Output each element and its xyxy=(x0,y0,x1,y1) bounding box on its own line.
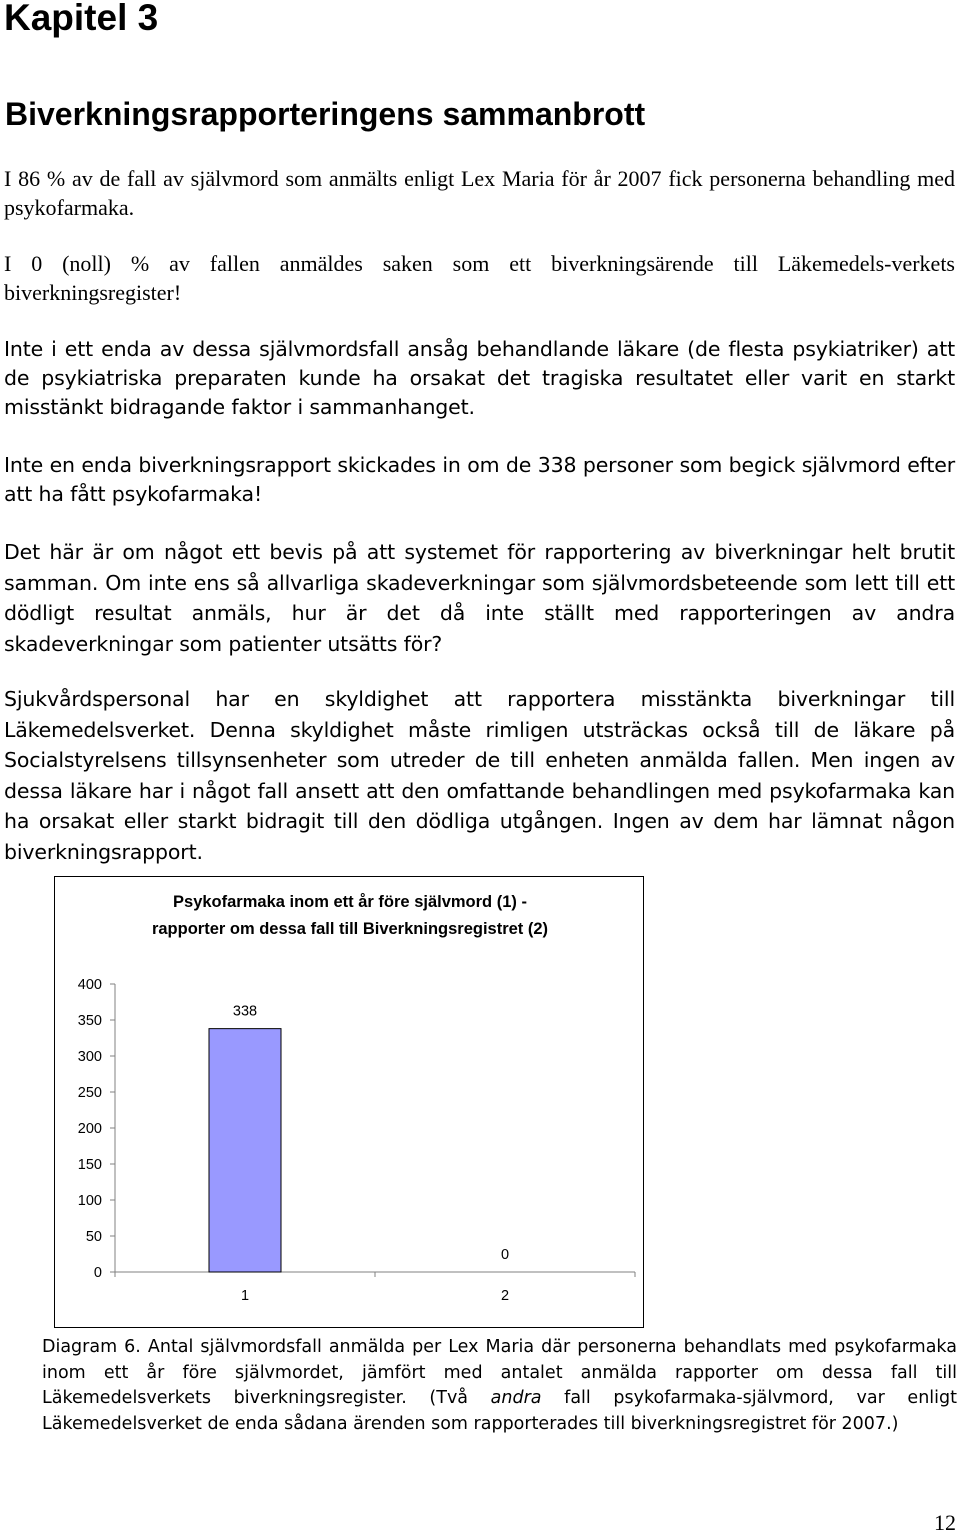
data-label: 338 xyxy=(232,1003,258,1020)
chart-plot xyxy=(55,877,645,1329)
paragraph-2: I 0 (noll) % av fallen anmäldes saken som ett biverkningsärende till Läkemedels-verkets biverkningsregister! xyxy=(4,251,955,305)
data-label: 0 xyxy=(500,1247,510,1263)
y-tick-label: 400 xyxy=(77,977,102,993)
paragraph-1: I 86 % av de fall av självmord som anmälts enligt Lex Maria för år 2007 fick personerna behandling med psykofarmaka. xyxy=(4,166,955,220)
paragraph-3: Inte i ett enda av dessa självmordsfall ansåg behandlande läkare (de flesta psykiatriker) att de psykiatriska preparaten kunde ha orsakat det tragiska resultatet eller varit en starkt misstänkt bidragande faktor i sammanhanget. xyxy=(4,337,955,419)
caption-text-end: fall psykofarmaka-självmord, var enligt Läkemedelsverket de enda sådana ärenden som rapporterades till biverkningsregistret för 2007.) xyxy=(42,1388,957,1434)
y-tick-label: 0 xyxy=(93,1265,102,1281)
paragraph-4: Inte en enda biverkningsrapport skickades in om de 338 personer som begick självmord efter att ha fått psykofarmaka! xyxy=(4,453,955,506)
y-tick-label: 200 xyxy=(77,1121,102,1137)
chart-title-line-2: rapporter om dessa fall till Biverkningsregistret (2) xyxy=(151,920,549,938)
section-title: Biverkningsrapporteringens sammanbrott xyxy=(5,96,646,132)
y-tick-label: 350 xyxy=(77,1013,102,1029)
chart-title-line-1: Psykofarmaka inom ett år före självmord (1) - xyxy=(173,893,527,911)
x-tick-label: 1 xyxy=(240,1288,250,1304)
y-tick-label: 100 xyxy=(77,1193,102,1209)
y-tick-label: 300 xyxy=(77,1049,102,1065)
bar-chart xyxy=(54,876,644,1328)
x-tick-label: 2 xyxy=(500,1288,510,1304)
chapter-heading: Kapitel 3 xyxy=(4,0,159,38)
paragraph-6: Sjukvårdspersonal har en skyldighet att rapportera misstänkta biverkningar till Läkemedelsverket. Denna skyldighet måste rimligen utsträckas också till de läkare på Socialstyrelsens tillsynsenheter som utreder de till enheten anmälda fallen. Men ingen av dessa läkare har i något fall ansett att den omfattande behandlingen med psykofarmaka kan ha orsakat eller starkt bidragit till den dödliga utgången. Ingen av dem har lämnat någon biverkningsrapport. xyxy=(4,687,955,864)
figure-caption xyxy=(42,1335,957,1437)
y-tick-label: 150 xyxy=(77,1157,102,1173)
bar xyxy=(209,1029,281,1272)
y-tick-label: 50 xyxy=(85,1229,102,1245)
caption-text: Diagram 6. Antal självmordsfall anmälda per Lex Maria där personerna behandlats med psykofarmaka inom ett år före självmordet, jämfört med antalet anmälda rapporter om dessa fall till Läkemedelsverkets biverkningsregister. (Två xyxy=(42,1337,957,1408)
page-number: 12 xyxy=(934,1510,956,1535)
y-tick-label: 250 xyxy=(77,1085,102,1101)
paragraph-5: Det här är om något ett bevis på att systemet för rapportering av biverkningar helt brutit samman. Om inte ens så allvarliga skadeverkningar som självmordsbeteende som lett till ett dödligt resultat anmäls, hur är det då inte ställt med rapporteringen av andra skadeverkningar som patienter utsätts för? xyxy=(4,540,955,656)
caption-emphasis: andra xyxy=(490,1388,542,1408)
